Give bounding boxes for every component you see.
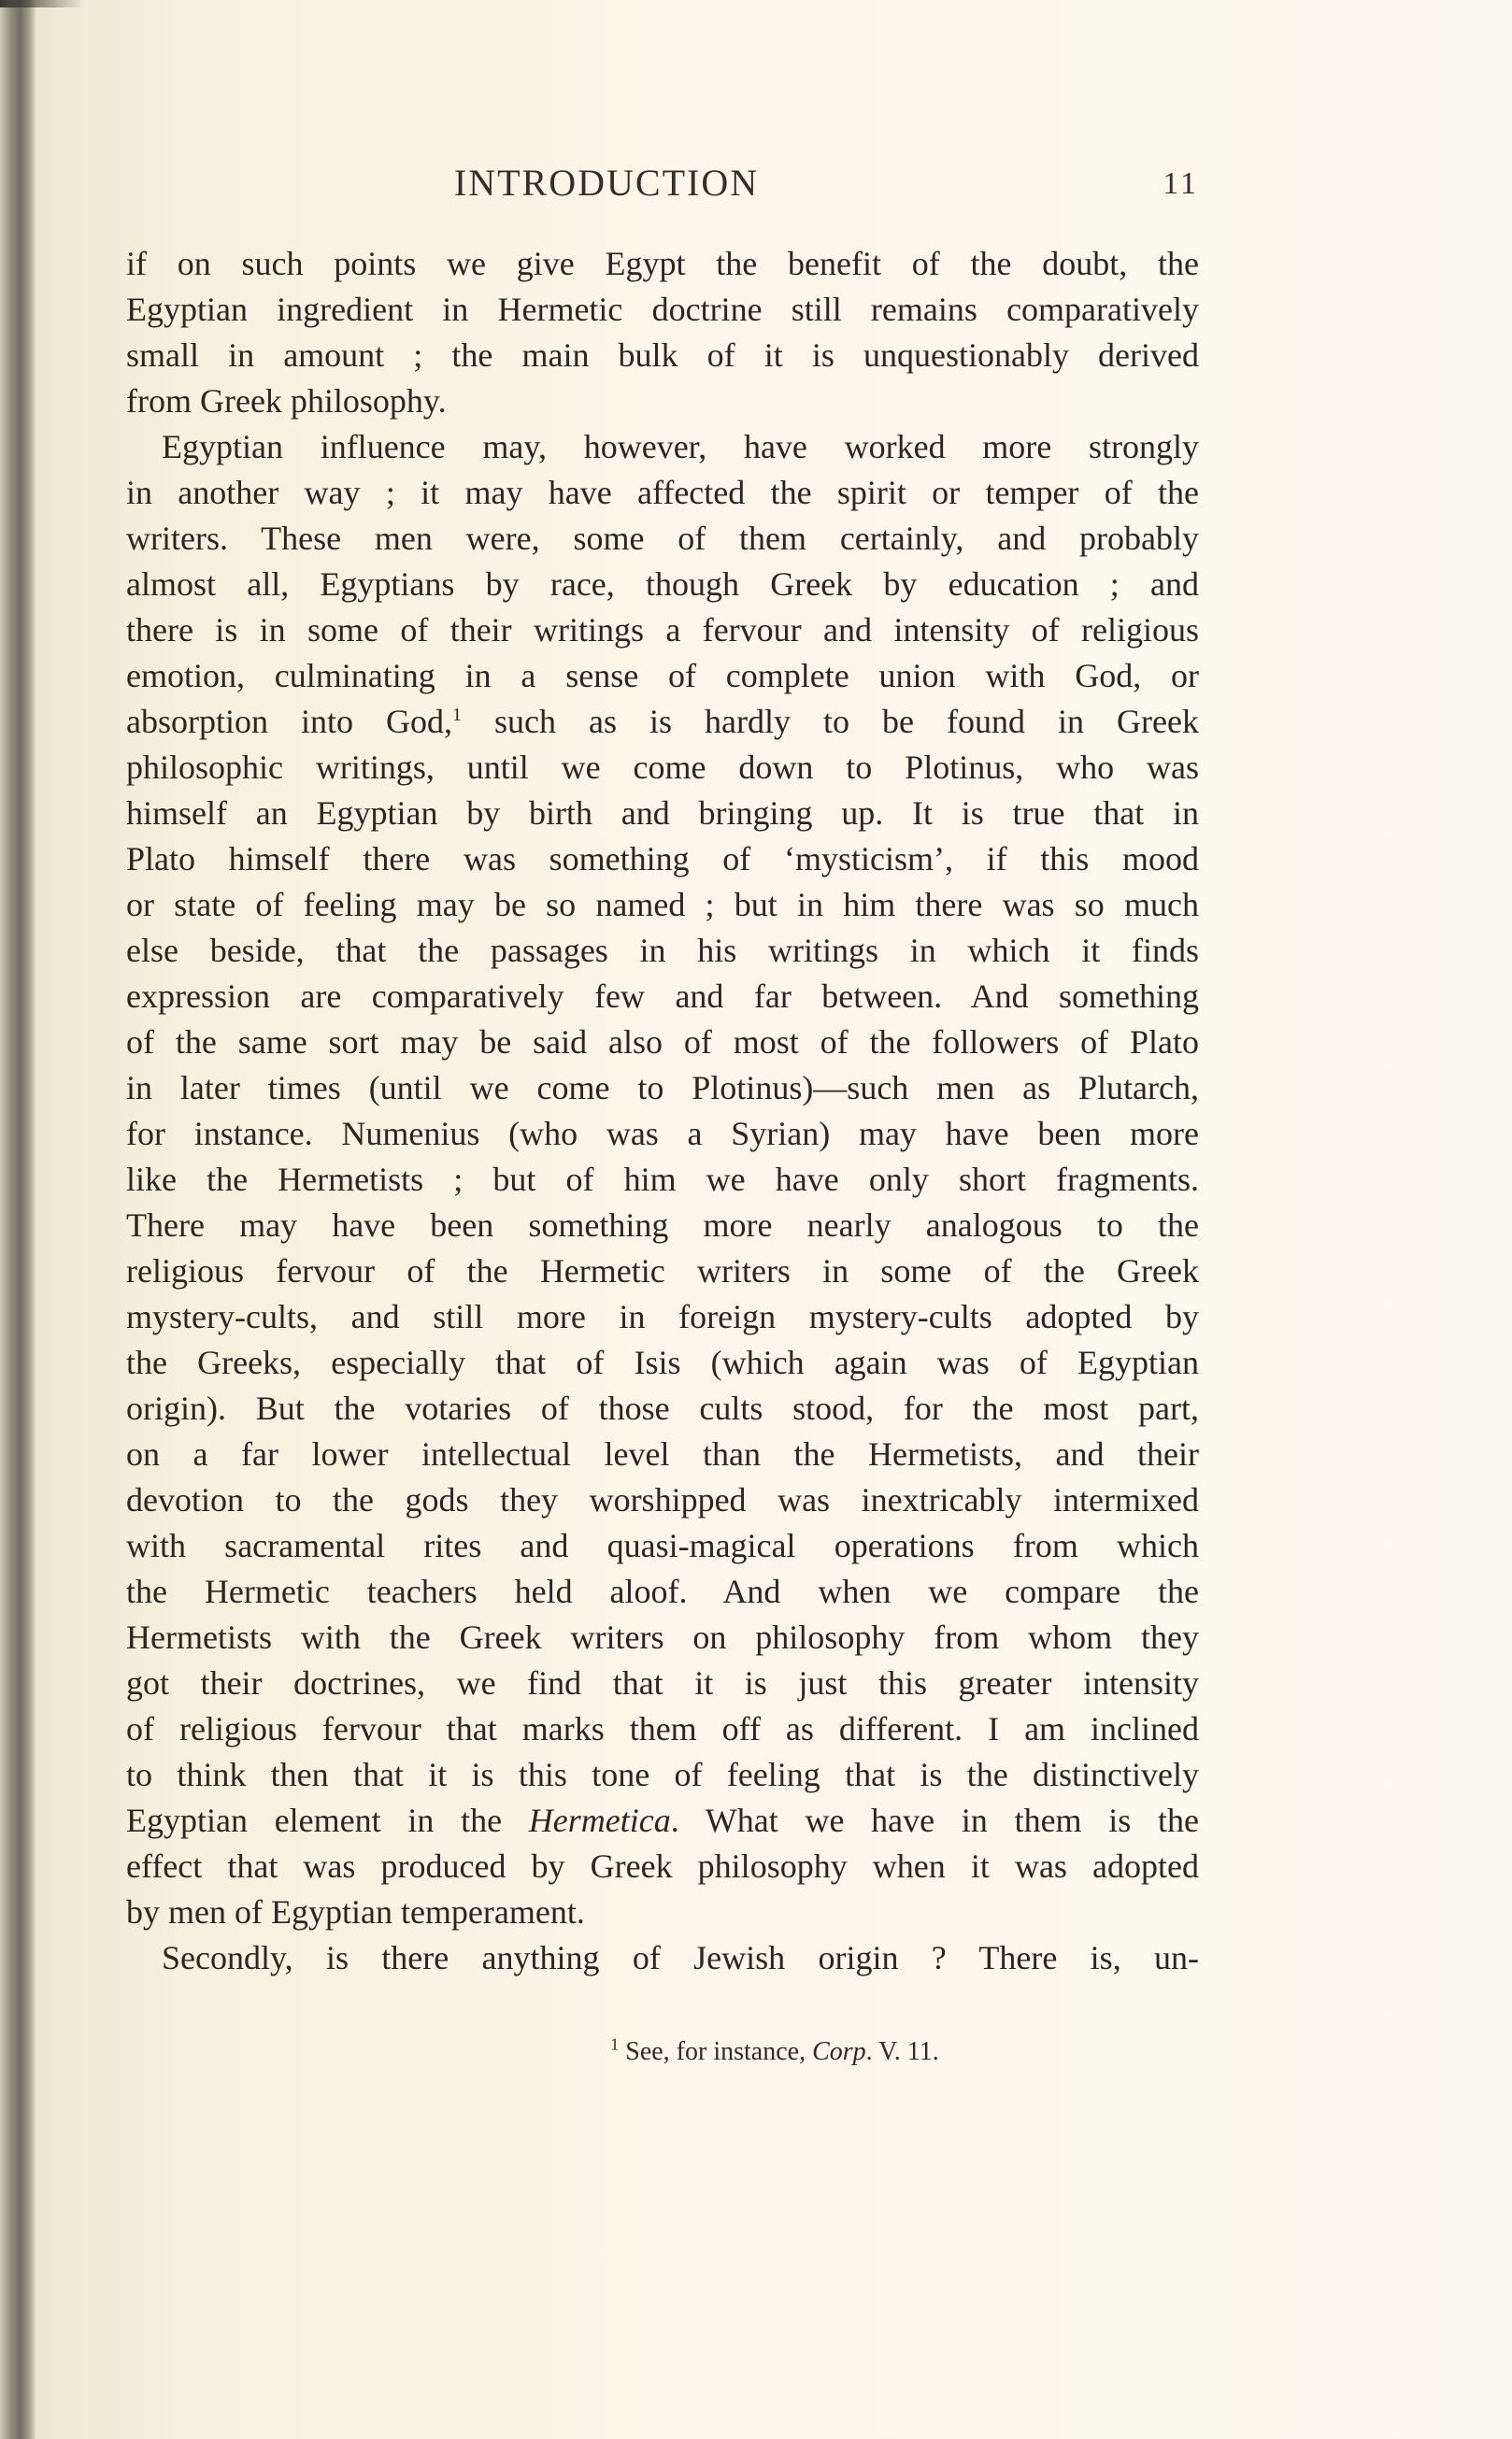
text-line-with-footnote-ref — [126, 699, 1199, 745]
text-line: to think then that it is this tone of feeling that is the distinctively — [126, 1756, 1199, 1793]
text-line: the Greeks, especially that of Isis (which again was of Egyptian — [126, 1344, 1199, 1381]
text-line: from Greek philosophy. — [126, 382, 447, 420]
text-line: Hermetists with the Greek writers on philosophy from whom they — [126, 1619, 1199, 1656]
footnote-text-end: . V. 11. — [865, 2037, 939, 2066]
text-line: emotion, culminating in a sense of complete union with God, or — [126, 657, 1199, 694]
page-number: 11 — [1163, 166, 1199, 201]
text-line: expression are comparatively few and far between. And something — [126, 977, 1199, 1015]
text-line: if on such points we give Egypt the benefit of the doubt, the — [126, 245, 1199, 282]
text-segment: such as is hardly to be found in Greek — [462, 703, 1200, 740]
text-line: devotion to the gods they worshipped was inextricably intermixed — [126, 1481, 1199, 1519]
footnote-italic-corp: Corp — [812, 2037, 866, 2066]
running-title: INTRODUCTION — [453, 162, 760, 204]
text-line: the Hermetic teachers held aloof. And when we compare the — [126, 1573, 1199, 1610]
book-binding-edge — [0, 0, 36, 2439]
text-line: got their doctrines, we find that it is just this greater intensity — [126, 1664, 1199, 1702]
running-head — [126, 161, 1199, 207]
text-line: almost all, Egyptians by race, though Greek by education ; and — [126, 565, 1199, 603]
footnote-text: See, for instance, — [625, 2037, 813, 2066]
text-line-with-italic — [126, 1798, 1199, 1844]
text-line: religious fervour of the Hermetic writers in some of the Greek — [126, 1252, 1199, 1290]
text-line: or state of feeling may be so named ; but in him there was so much — [126, 886, 1199, 923]
text-line: by men of Egyptian temperament. — [126, 1893, 585, 1931]
text-line: Egyptian ingredient in Hermetic doctrine still remains comparatively — [126, 291, 1199, 328]
text-line: effect that was produced by Greek philosophy when it was adopted — [126, 1847, 1199, 1885]
text-line: There may have been something more nearly analogous to the — [126, 1206, 1199, 1244]
text-line: in another way ; it may have affected the spirit or temper of the — [126, 474, 1199, 511]
text-line: writers. These men were, some of them certainly, and probably — [126, 520, 1199, 557]
text-line: mystery-cults, and still more in foreign mystery-cults adopted by — [126, 1298, 1199, 1335]
text-line: like the Hermetists ; but of him we have only short fragments. — [126, 1161, 1199, 1198]
text-line: origin). But the votaries of those cults stood, for the most part, — [126, 1390, 1199, 1427]
text-line: Plato himself there was something of ‘mysticism’, if this mood — [126, 840, 1199, 877]
footnote-reference[interactable]: 1 — [452, 705, 463, 725]
text-line: of the same sort may be said also of most of the followers of Plato — [126, 1023, 1199, 1061]
text-line: on a far lower intellectual level than the Hermetists, and their — [126, 1435, 1199, 1473]
paragraph-start-line: Secondly, is there anything of Jewish origin ? There is, un- — [162, 1939, 1199, 1976]
footnote — [0, 2034, 1512, 2067]
text-line: with sacramental rites and quasi-magical operations from which — [126, 1527, 1199, 1564]
paragraph-start-line: Egyptian influence may, however, have worked more strongly — [162, 428, 1199, 465]
body-text — [126, 241, 1199, 1981]
text-segment: absorption into God, — [126, 703, 453, 740]
text-line: in later times (until we come to Plotinus)—such men as Plutarch, — [126, 1069, 1199, 1106]
text-segment: Egyptian element in the — [126, 1802, 529, 1839]
text-segment: . What we have in them is the — [670, 1802, 1199, 1839]
page-top-shadow — [0, 0, 84, 7]
footnote-marker: 1 — [610, 2034, 620, 2054]
text-line: small in amount ; the main bulk of it is unquestionably derived — [126, 336, 1199, 374]
text-line: of religious fervour that marks them off as different. I am inclined — [126, 1710, 1199, 1747]
text-line: for instance. Numenius (who was a Syrian) may have been more — [126, 1115, 1199, 1152]
text-line: philosophic writings, until we come down to Plotinus, who was — [126, 749, 1199, 786]
italic-title-hermetica: Hermetica — [528, 1802, 671, 1839]
text-line: else beside, that the passages in his writings in which it finds — [126, 932, 1199, 969]
text-line: himself an Egyptian by birth and bringing up. It is true that in — [126, 794, 1199, 832]
text-line: there is in some of their writings a fervour and intensity of religious — [126, 611, 1199, 649]
